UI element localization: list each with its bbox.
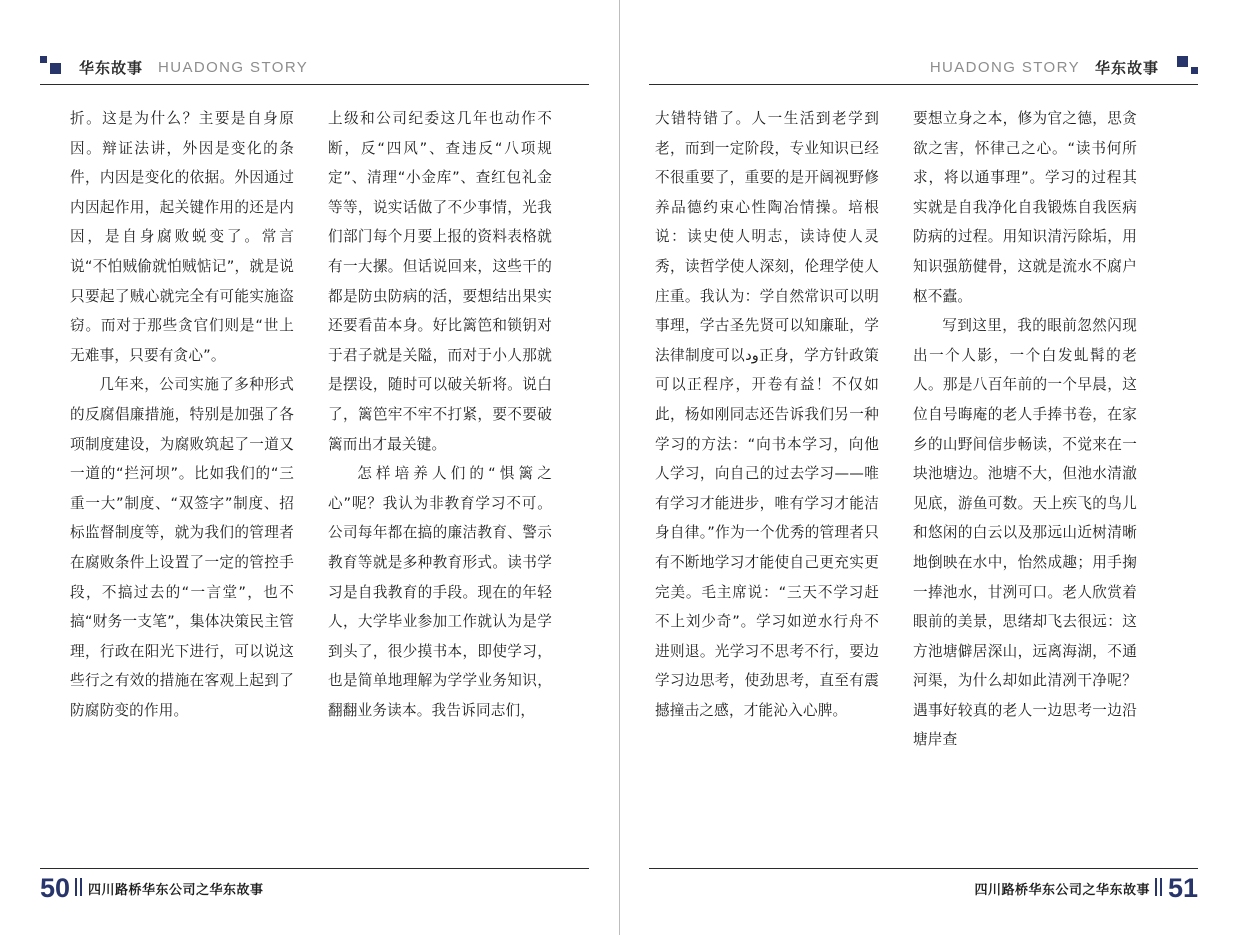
header-title-cn: 华东故事 [1094, 58, 1159, 77]
body-paragraph: 上级和公司纪委这几年也动作不断，反“四风”、查违反“八项规定”、清理“小金库”、查红包礼金等等，说实话做了不少事情，光我们部门每个月要上报的资料表格就有一大摞。但话说回来，这些干的都是防虫防病的活，要想结出果实还要看苗本身。好比篱笆和锁钥对于君子就是关隘，而对于小人那就是摆设，随时可以破关斩将。说白了，篱笆牢不牢不打紧，要不要破篱而出才最关键。 [328, 110, 552, 453]
header-title-en: HUADONG STORY [929, 58, 1080, 76]
right-column-2 [913, 104, 1137, 755]
left-header-rule [40, 84, 589, 85]
left-page-columns [70, 104, 583, 725]
left-page-footer [40, 875, 264, 901]
left-footer-rule [40, 868, 589, 869]
folio-bars-icon [1155, 878, 1163, 896]
right-page-header [930, 52, 1198, 82]
body-paragraph: 写到这里，我的眼前忽然闪现出一个人影，一个白发虬髯的老人。那是八百年前的一个早晨，这位自号晦庵的老人手捧书卷，在家乡的山野间信步畅读，不觉来在一块池塘边。池塘不大，但池水清澈见底，游鱼可数。天上疾飞的鸟儿和悠闲的白云以及那远山近树清晰地倒映在水中，怡然成趣；用手掬一捧池水，甘洌可口。老人欣赏着眼前的美景，思绪却飞去很远：这方池塘僻居深山，远离海湖，不通河渠，为什么却如此清冽干净呢？遇事好较真的老人一边思考一边沿塘岸查 [913, 317, 1137, 749]
squares-logo-icon [40, 54, 70, 80]
header-title-cn: 华东故事 [79, 58, 144, 77]
left-column-1 [70, 104, 294, 725]
right-page [619, 0, 1238, 935]
right-footer-rule [649, 868, 1198, 869]
body-paragraph: 折。这是为什么？主要是自身原因。辩证法讲，外因是变化的条件，内因是变化的依据。外因通过内因起作用，起关键作用的还是内因，是自身腐败蜕变了。常言说“不怕贼偷就怕贼惦记”，就是说只要起了贼心就完全有可能实施盗窃。而对于那些贪官们则是“世上无难事，只要有贪心”。 [70, 110, 294, 364]
right-header-rule [649, 84, 1198, 85]
footer-caption: 四川路桥华东公司之华东故事 [974, 883, 1150, 898]
body-paragraph: 要想立身之本，修为官之德，思贪欲之害，怀律己之心。“读书何所求，将以通事理”。学习的过程其实就是自我净化自我锻炼自我医病防病的过程。用知识清污除垢，用知识强筋健骨，这就是流水不腐户枢不蠹。 [913, 110, 1137, 305]
footer-caption: 四川路桥华东公司之华东故事 [88, 883, 264, 898]
body-paragraph: 几年来，公司实施了多种形式的反腐倡廉措施，特别是加强了各项制度建设，为腐败筑起了一道又一道的“拦河坝”。比如我们的“三重一大”制度、“双签字”制度、招标监督制度等，就为我们的管理者在腐败条件上设置了一定的管控手段，不搞过去的“一言堂”，也不搞“财务一支笔”，集体决策民主管理，行政在阳光下进行，可以说这些行之有效的措施在客观上起到了防腐防变的作用。 [70, 376, 294, 719]
right-column-1 [655, 104, 879, 755]
body-paragraph: 大错特错了。人一生活到老学到老，而到一定阶段，专业知识已经不很重要了，重要的是开阔视野修养品德约束心性陶冶情操。培根说：读史使人明志，读诗使人灵秀，读哲学使人深刻，伦理学使人庄重。我认为：学自然常识可以明事理，学古圣先贤可以知廉耻，学法律制度可以ود正身，学方针政策可以正程序，开卷有益！不仅如此，杨如刚同志还告诉我们另一种学习的方法：“向书本学习，向他人学习，向自己的过去学习——唯有学习才能进步，唯有学习才能洁身自律。”作为一个优秀的管理者只有不断地学习才能使自己更充实更完美。毛主席说：“三天不学习赶不上刘少奇”。学习如逆水行舟不进则退。光学习不思考不行，要边学习边思考，使劲思考，直至有震撼撞击之感，才能沁入心脾。 [655, 110, 880, 719]
right-page-columns [655, 104, 1168, 755]
squares-logo-icon [1168, 54, 1198, 80]
left-page-header [40, 52, 308, 82]
body-paragraph: 怎样培养人们的“惧篱之心”呢？我认为非教育学习不可。公司每年都在搞的廉洁教育、警示教育等就是多种教育形式。读书学习是自我教育的手段。现在的年轻人，大学毕业参加工作就认为是学到头了，很少摸书本，即使学习，也是简单地理解为学学业务知识，翻翻业务读本。我告诉同志们， [328, 465, 552, 719]
right-page-footer [974, 875, 1198, 901]
left-column-2 [328, 104, 552, 725]
page-number: 50 [40, 873, 71, 903]
folio-bars-icon [75, 878, 83, 896]
page-number: 51 [1167, 873, 1198, 903]
header-title-en: HUADONG STORY [158, 58, 309, 76]
